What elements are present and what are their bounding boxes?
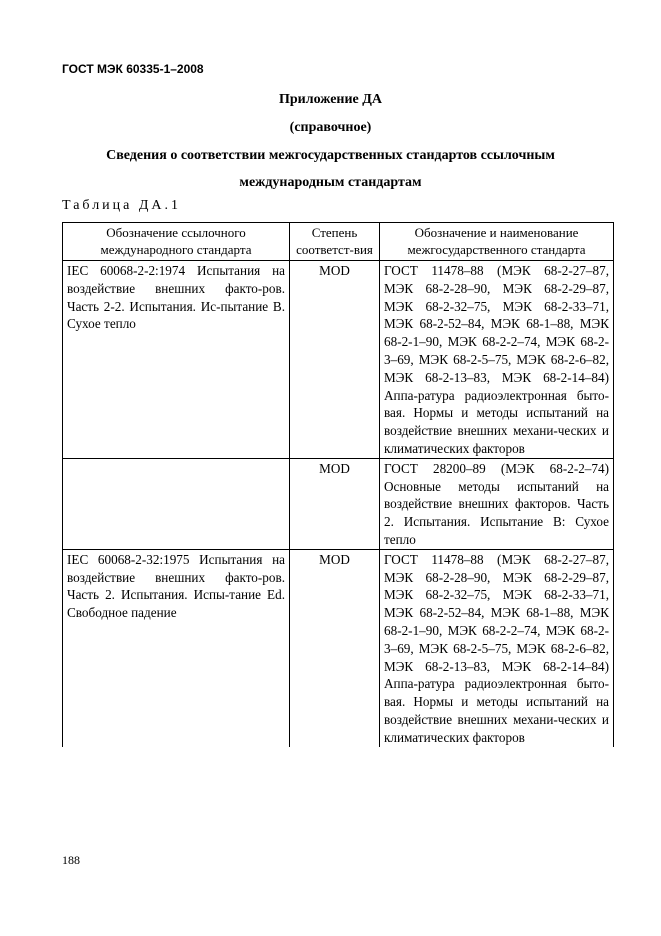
- document-header: ГОСТ МЭК 60335-1–2008: [62, 62, 204, 76]
- table-row: [63, 261, 614, 459]
- page-number: 188: [62, 853, 80, 867]
- section-title-line2: международным стандартам: [239, 175, 422, 190]
- table-row: [63, 458, 614, 549]
- header-degree: Степень соответст-вия: [290, 223, 380, 261]
- appendix-title: Приложение ДА: [278, 92, 383, 107]
- cell-interstate-standard: ГОСТ 11478–88 (МЭК 68-2-27–87, МЭК 68-2-28–90, МЭК 68-2-29–87, МЭК 68-2-32–75, МЭК 68-2-33–71, МЭК 68-2-52–84, МЭК 68-1–88, МЭК 68-2-1–90, МЭК 68-2-2–74, МЭК 68-2-3–69, МЭК 68-2-5–75, МЭК 68-2-6–82, МЭК 68-2-13–83, МЭК 68-2-14–84) Аппа-ратура радиоэлектронная быто-вая. Нормы и методы испытаний на воздействие внешних механи-ческих и климатических факторов: [380, 261, 614, 459]
- cell-degree: MOD: [290, 261, 380, 459]
- standards-table: [62, 222, 614, 747]
- header-international-standard: Обозначение ссылочного международного стандарта: [63, 223, 290, 261]
- cell-degree: MOD: [290, 549, 380, 746]
- table-row: [63, 549, 614, 746]
- cell-international-standard: IEC 60068-2-32:1975 Испытания на воздействие внешних факто-ров. Часть 2. Испытания. Испы-тание Ed. Свободное падение: [63, 549, 290, 746]
- cell-international-standard: [63, 458, 290, 549]
- header-interstate-standard: Обозначение и наименование межгосударственного стандарта: [380, 223, 614, 261]
- cell-international-standard: IEC 60068-2-2:1974 Испытания на воздействие внешних факто-ров. Часть 2-2. Испытания. Ис-пытание B. Сухое тепло: [63, 261, 290, 459]
- table-label: Таблица ДА.1: [62, 198, 182, 213]
- cell-degree: MOD: [290, 458, 380, 549]
- cell-interstate-standard: ГОСТ 28200–89 (МЭК 68-2-2–74) Основные методы испытаний на воздействие внешних факторов. Часть 2. Испытания. Испытание B: Сухое тепло: [380, 458, 614, 549]
- appendix-subtitle: (справочное): [289, 120, 372, 135]
- section-title-line1: Сведения о соответствии межгосударственных стандартов ссылочным: [106, 148, 555, 163]
- cell-interstate-standard: ГОСТ 11478–88 (МЭК 68-2-27–87, МЭК 68-2-28–90, МЭК 68-2-29–87, МЭК 68-2-32–75, МЭК 68-2-33–71, МЭК 68-2-52–84, МЭК 68-1–88, МЭК 68-2-1–90, МЭК 68-2-2–74, МЭК 68-2-3–69, МЭК 68-2-5–75, МЭК 68-2-6–82, МЭК 68-2-13–83, МЭК 68-2-14–84) Аппа-ратура радиоэлектронная быто-вая. Нормы и методы испытаний на воздействие внешних механи-ческих и климатических факторов: [380, 549, 614, 746]
- table-header-row: [63, 223, 614, 261]
